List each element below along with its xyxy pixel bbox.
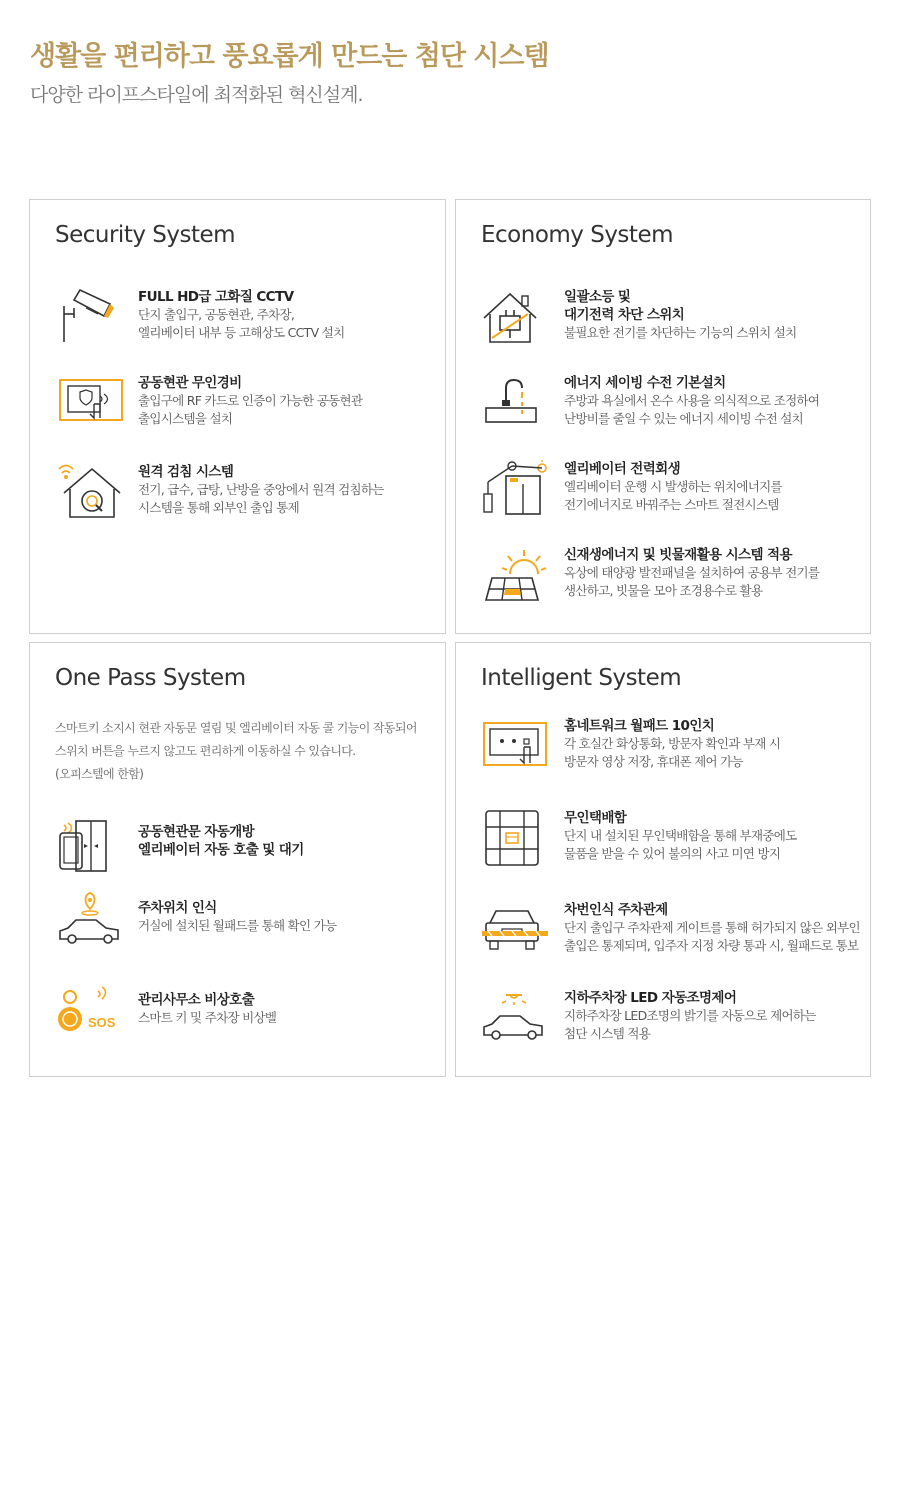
item-title: 엘리베이터 전력회생 <box>564 461 681 477</box>
item-title: 일괄소등 및 <box>564 289 631 305</box>
item-desc: 난방비를 줄일 수 있는 에너지 세이빙 수전 설치 <box>564 411 804 426</box>
one-pass-system-panel <box>29 642 446 1077</box>
page-subtitle: 다양한 라이프스타일에 최적화된 혁신설계. <box>30 84 363 106</box>
delivery-locker-icon <box>482 809 552 869</box>
item-desc: 전기에너지로 바꿔주는 스마트 절전시스템 <box>564 497 779 512</box>
panel-desc-line: 스마트키 소지시 현관 자동문 열림 및 엘리베이터 자동 콜 기능이 작동되어 <box>55 721 417 735</box>
panel-title: Economy System <box>481 222 673 248</box>
item-desc: 출입시스템을 설치 <box>138 411 233 426</box>
sos-call-icon <box>56 983 126 1043</box>
item-title: 공동현관 무인경비 <box>138 375 242 391</box>
solar-panel-icon <box>482 546 552 606</box>
standby-power-switch-icon <box>482 288 552 348</box>
parking-location-icon <box>56 893 126 953</box>
item-desc: 물품을 받을 수 있어 불의의 사고 미연 방지 <box>564 846 781 861</box>
item-title: 홈네트워크 월패드 10인치 <box>564 718 715 734</box>
item-title: 지하주차장 LED 자동조명제어 <box>564 990 737 1006</box>
item-desc: 시스템을 통해 외부인 출입 통제 <box>138 500 299 515</box>
item-title: 공동현관문 자동개방 <box>138 824 255 840</box>
panel-desc-line: 스위치 버튼을 누르지 않고도 편리하게 이동하실 수 있습니다. <box>55 744 356 758</box>
item-desc: 스마트 키 및 주차장 비상벨 <box>138 1010 277 1025</box>
item-desc: 단지 내 설치된 무인택배함을 통해 부재중에도 <box>564 828 797 843</box>
item-desc: 출입구에 RF 카드로 인증이 가능한 공동현관 <box>138 393 363 408</box>
item-desc: 불필요한 전기를 차단하는 기능의 스위치 설치 <box>564 325 797 340</box>
page-title: 생활을 편리하고 풍요롭게 만드는 첨단 시스템 <box>30 41 549 72</box>
cctv-icon <box>56 288 126 348</box>
intelligent-system-panel <box>455 642 871 1077</box>
wallpad-icon <box>482 717 552 777</box>
item-title: 무인택배함 <box>564 810 627 826</box>
item-title: 엘리베이터 자동 호출 및 대기 <box>138 842 304 858</box>
item-desc: 방문자 영상 저장, 휴대폰 제어 가능 <box>564 754 743 769</box>
item-title: 원격 검침 시스템 <box>138 464 234 480</box>
item-desc: 엘리베이터 운행 시 발생하는 위치에너지를 <box>564 479 782 494</box>
auto-door-icon <box>56 819 126 879</box>
sos-label: SOS <box>88 1015 116 1030</box>
item-desc: 거실에 설치된 월패드를 통해 확인 가능 <box>138 918 337 933</box>
item-desc: 단지 출입구, 공동현관, 주차장, <box>138 307 295 322</box>
item-desc: 각 호실간 화상통화, 방문자 확인과 부재 시 <box>564 736 781 751</box>
panel-title: One Pass System <box>55 665 246 691</box>
panel-desc-line: (오피스텔에 한함) <box>55 767 144 781</box>
item-title: FULL HD급 고화질 CCTV <box>138 289 294 305</box>
faucet-icon <box>482 374 552 434</box>
item-title: 관리사무소 비상호출 <box>138 992 255 1008</box>
elevator-regen-icon <box>482 460 552 520</box>
item-title: 차번인식 주차관제 <box>564 902 668 918</box>
item-desc: 첨단 시스템 적용 <box>564 1026 651 1041</box>
item-desc: 생산하고, 빗물을 모아 조경용수로 활용 <box>564 583 763 598</box>
rf-card-icon <box>56 374 126 434</box>
remote-meter-icon <box>56 463 126 523</box>
panel-title: Intelligent System <box>481 665 682 691</box>
item-title: 대기전력 차단 스위치 <box>564 307 685 323</box>
item-desc: 옥상에 태양광 발전패널을 설치하여 공용부 전기를 <box>564 565 820 580</box>
panel-title: Security System <box>55 222 236 248</box>
item-desc: 지하주차장 LED조명의 밝기를 자동으로 제어하는 <box>564 1008 816 1023</box>
economy-system-panel <box>455 199 871 634</box>
panel-description <box>55 717 417 786</box>
plate-recognition-icon <box>482 901 552 961</box>
item-desc: 엘리베이터 내부 등 고해상도 CCTV 설치 <box>138 325 345 340</box>
item-desc: 전기, 급수, 급탕, 난방을 중앙에서 원격 검침하는 <box>138 482 384 497</box>
parking-led-icon <box>482 989 552 1049</box>
item-title: 신재생에너지 및 빗물재활용 시스템 적용 <box>564 547 792 563</box>
item-desc: 단지 출입구 주차관제 게이트를 통해 허가되지 않은 외부인 <box>564 920 860 935</box>
item-desc: 주방과 욕실에서 온수 사용을 의식적으로 조정하여 <box>564 393 820 408</box>
security-system-panel <box>29 199 446 634</box>
item-desc: 출입은 통제되며, 입주자 지정 차량 통과 시, 월패드로 통보 <box>564 938 859 953</box>
item-title: 에너지 세이빙 수전 기본설치 <box>564 375 726 391</box>
item-title: 주차위치 인식 <box>138 900 217 916</box>
